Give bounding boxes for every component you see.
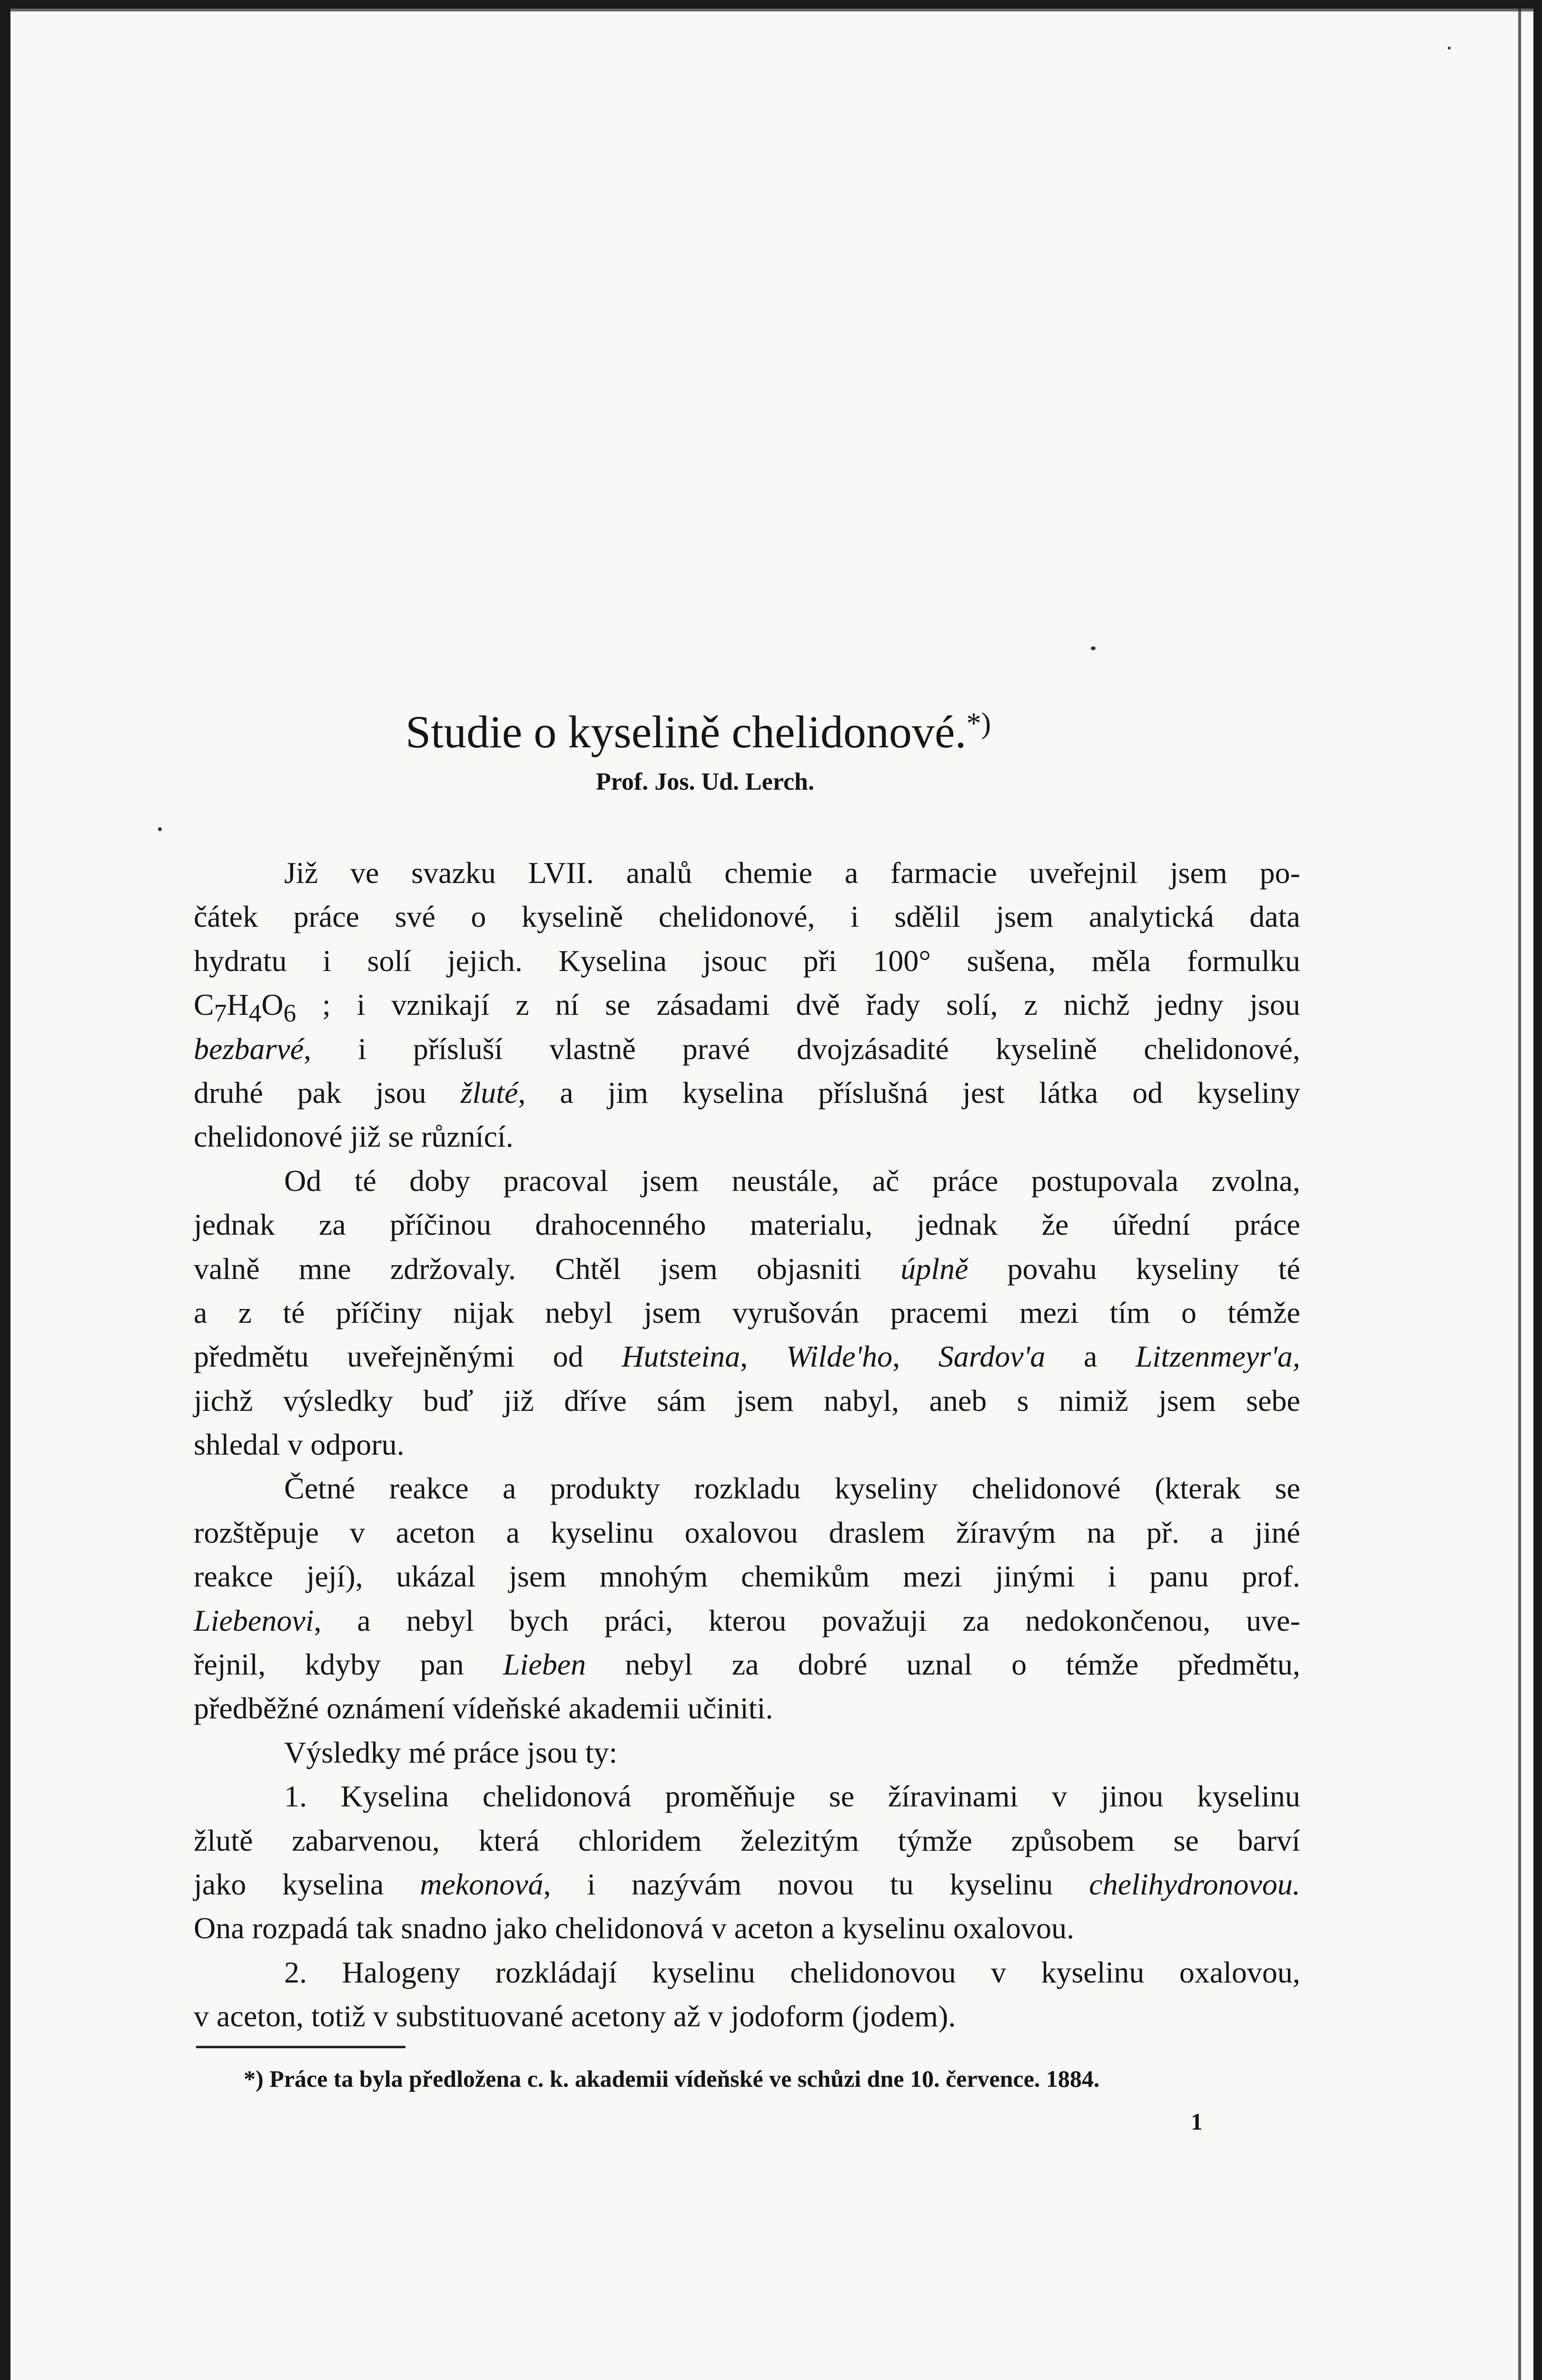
text-run: řejnil, kdyby pan — [194, 1647, 503, 1682]
body-line: Již ve svazku LVII. analů chemie a farmacie uveřejnil jsem po- — [284, 856, 1300, 890]
body-line: čátek práce své o kyselině chelidonové, i sdělil jsem analytická data — [194, 900, 1300, 934]
cited-name: Liebenovi — [194, 1603, 314, 1637]
text-run: , a jim kyselina příslušná jest látka od kyseliny — [518, 1075, 1301, 1110]
body-line: jichž výsledky buď již dříve sám jsem nabyl, aneb s nimiž jsem sebe — [194, 1383, 1300, 1418]
cited-name: Hutsteina — [622, 1339, 741, 1374]
body-line: Četné reakce a produkty rozkladu kyseliny chelidonové (kterak se — [284, 1471, 1300, 1506]
body-line: hydratu i solí jejich. Kyselina jsouc při 100° sušena, měla formulku — [194, 943, 1300, 978]
cited-name: Lieben — [503, 1647, 586, 1682]
cited-name: Wilde'ho — [786, 1339, 893, 1374]
print-speck — [158, 827, 162, 831]
article-body — [194, 851, 1300, 2039]
italic-term: mekonová — [420, 1867, 544, 1901]
text-run: , a nebyl bych práci, kterou považuji za nedokončenou, uve- — [314, 1603, 1300, 1637]
formula-c: C — [194, 988, 214, 1022]
body-line: jednak za příčinou drahocenného materialu, jednak že úřední práce — [194, 1208, 1300, 1242]
footnote: *) Práce ta byla předložena c. k. akademii vídeňské ve schůzi dne 10. července. 1884. — [244, 2065, 1100, 2092]
text-run: , — [740, 1339, 786, 1374]
text-run: ; i vznikají z ní se zásadami dvě řady solí, z nichž jedny jsou — [296, 988, 1300, 1022]
body-line — [194, 1027, 1300, 1071]
italic-term: bezbarvé — [194, 1031, 304, 1066]
page-edge-right — [1518, 9, 1521, 2380]
body-line — [194, 1599, 1300, 1643]
formula-c-sub: 7 — [214, 998, 227, 1027]
body-line: 2. Halogeny rozkládají kyselinu chelidonovou v kyselinu oxalovou, — [284, 1955, 1300, 1989]
text-run: a — [1045, 1339, 1136, 1374]
text-run: , i nazývám novou tu kyselinu — [543, 1867, 1089, 1901]
body-line: žlutě zabarvenou, která chloridem železitým týmže způsobem se barví — [194, 1823, 1300, 1857]
title-footnote-mark: *) — [966, 707, 991, 740]
body-line: shledal v odporu. — [194, 1428, 405, 1462]
print-speck — [1091, 646, 1096, 650]
print-speck — [1448, 47, 1451, 50]
formula-o: O — [261, 988, 284, 1022]
article-title-text: Studie o kyselině chelidonové. — [405, 706, 967, 758]
footnote-rule — [196, 2046, 405, 2048]
text-run: předmětu uveřejněnými od — [194, 1339, 622, 1374]
text-run: jako kyselina — [194, 1867, 420, 1901]
cited-name: Litzenmeyr'a, — [1135, 1339, 1301, 1374]
cited-name: Sardov'a — [938, 1339, 1046, 1374]
text-run: , i přísluší vlastně pravé dvojzásadité kyselině chelidonové, — [304, 1031, 1300, 1066]
body-line: v aceton, totiž v substituované acetony až v jodoform (jodem). — [194, 1999, 956, 2033]
body-line — [194, 1071, 1300, 1115]
body-line: Ona rozpadá tak snadno jako chelidonová v aceton a kyselinu oxalovou. — [194, 1911, 1075, 1945]
italic-term: úplně — [900, 1251, 969, 1286]
body-line — [194, 983, 1300, 1027]
body-line: reakce její), ukázal jsem mnohým chemikům mezi jinými i panu prof. — [194, 1559, 1300, 1594]
article-title — [405, 705, 1119, 758]
body-line — [194, 1247, 1300, 1291]
body-line: 1. Kyselina chelidonová proměňuje se žíravinami v jinou kyselinu — [284, 1779, 1300, 1814]
italic-term: žluté — [460, 1075, 518, 1110]
formula-h: H — [227, 988, 249, 1022]
text-run: valně mne zdržovaly. Chtěl jsem objasniti — [194, 1251, 862, 1286]
formula-h-sub: 4 — [248, 998, 262, 1027]
body-line: Výsledky mé práce jsou ty: — [284, 1735, 618, 1769]
page — [10, 9, 1533, 2380]
text-run: nebyl za dobré uznal o témže předmětu, — [586, 1647, 1300, 1682]
body-line: rozštěpuje v aceton a kyselinu oxalovou draslem žíravým na př. a jiné — [194, 1515, 1300, 1549]
body-line — [194, 1335, 1300, 1378]
body-line: Od té doby pracoval jsem neustále, ač práce postupovala zvolna, — [284, 1163, 1300, 1198]
author-line: Prof. Jos. Ud. Lerch. — [596, 768, 814, 795]
italic-term: chelihydronovou. — [1089, 1867, 1300, 1901]
text-run: druhé pak jsou — [194, 1075, 461, 1110]
body-line: předběžné oznámení vídeňské akademii učiniti. — [194, 1691, 773, 1726]
formula-o-sub: 6 — [283, 998, 297, 1027]
text-run: , — [892, 1339, 939, 1374]
body-line: a z té příčiny nijak nebyl jsem vyrušován pracemi mezi tím o témže — [194, 1295, 1300, 1329]
body-line: chelidonové již se různící. — [194, 1120, 514, 1154]
body-line — [194, 1863, 1300, 1906]
text-run: povahu kyseliny té — [968, 1251, 1301, 1286]
body-line — [194, 1643, 1300, 1686]
page-edge-top — [10, 9, 1533, 11]
page-number: 1 — [1191, 2108, 1203, 2135]
